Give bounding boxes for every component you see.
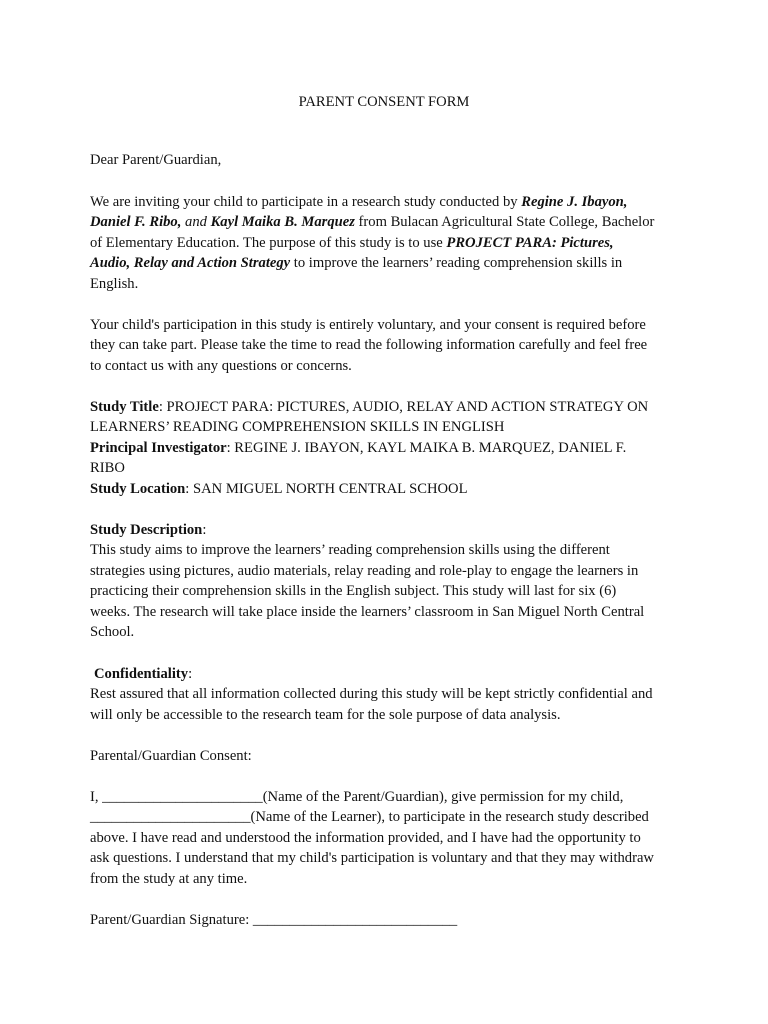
intro-line: English. — [90, 275, 139, 292]
study-location-line — [90, 479, 690, 499]
intro-line — [90, 233, 690, 253]
consent-line: ______________________(Name of the Learner), to participate in the research study described — [90, 809, 649, 826]
confidentiality-line: Rest assured that all information collected during this study will be kept strictly confidential and — [90, 686, 653, 703]
intro-line — [90, 253, 690, 273]
researcher-name: Regine J. Ibayon, — [521, 194, 628, 210]
consent-line: above. I have read and understood the information provided, and I have had the opportunity to — [90, 829, 641, 846]
description-line: strategies using pictures, audio materials, relay reading and role-play to engage the learners in — [90, 562, 639, 579]
heading-colon: : — [188, 666, 193, 682]
voluntary-paragraph — [90, 315, 690, 376]
consent-statement — [90, 787, 690, 889]
study-description — [90, 520, 690, 642]
description-line: practicing their comprehension skills in the English subject. This study will last for six (6) — [90, 583, 617, 600]
study-location-label: Study Location — [90, 480, 186, 497]
study-info — [90, 397, 690, 499]
intro-text: and — [181, 214, 211, 231]
consent-heading-block — [90, 746, 690, 766]
study-description-heading — [90, 520, 690, 540]
study-title-value: : PROJECT PARA: PICTURES, AUDIO, RELAY AND ACTION STRATEGY ON — [158, 399, 649, 415]
consent-line: ask questions. I understand that my child's participation is voluntary and that they may withdraw — [90, 850, 654, 867]
study-location-value: : SAN MIGUEL NORTH CENTRAL SCHOOL — [185, 480, 468, 497]
principal-investigator-line — [90, 438, 690, 458]
intro-text: of Elementary Education. The purpose of this study is to use — [90, 234, 447, 251]
principal-investigator-value: : REGINE J. IBAYON, KAYL MAIKA B. MARQUEZ, DANIEL F. — [226, 439, 627, 456]
confidentiality-line: will only be accessible to the research team for the sole purpose of data analysis. — [90, 706, 561, 723]
intro-text: We are inviting your child to participate in a research study conducted by — [90, 194, 522, 210]
intro-text: from Bulacan Agricultural State College, Bachelor — [354, 214, 655, 231]
description-line: This study aims to improve the learners’ reading comprehension skills using the different — [90, 542, 610, 559]
study-title-label: Study Title — [90, 399, 159, 415]
confidentiality-label: Confidentiality — [94, 666, 189, 682]
signature-line: Parent/Guardian Signature: ____________________________ — [90, 912, 458, 928]
intro-line — [90, 212, 690, 232]
salutation-text: Dear Parent/Guardian, — [90, 152, 222, 168]
description-line: weeks. The research will take place inside the learners’ classroom in San Miguel North Central — [90, 603, 645, 620]
voluntary-line: they can take part. Please take the time to read the following information carefully and feel free — [90, 337, 648, 354]
salutation — [90, 150, 690, 170]
consent-heading: Parental/Guardian Consent: — [90, 748, 252, 764]
project-name: PROJECT PARA: Pictures, — [446, 234, 614, 251]
heading-colon: : — [202, 522, 207, 538]
document-title: PARENT CONSENT FORM — [298, 94, 470, 110]
intro-line — [90, 192, 690, 212]
confidentiality-heading — [90, 664, 690, 684]
voluntary-line: Your child's participation in this study is entirely voluntary, and your consent is required before — [90, 317, 646, 333]
voluntary-line: to contact us with any questions or concerns. — [90, 357, 352, 374]
principal-investigator-label: Principal Investigator — [90, 439, 227, 456]
study-title-line: LEARNERS’ READING COMPREHENSION SKILLS IN ENGLISH — [90, 419, 505, 436]
principal-investigator-line: RIBO — [90, 460, 125, 477]
study-description-label: Study Description — [90, 522, 203, 538]
signature-block — [90, 910, 690, 930]
project-name: Audio, Relay and Action Strategy — [90, 255, 291, 272]
consent-line: from the study at any time. — [90, 870, 248, 887]
intro-paragraph — [90, 192, 690, 294]
study-title-line — [90, 397, 690, 417]
description-line: School. — [90, 623, 135, 640]
intro-text: to improve the learners’ reading comprehension skills in — [290, 255, 623, 272]
consent-line: I, ______________________(Name of the Parent/Guardian), give permission for my child, — [90, 789, 624, 805]
researcher-name: Daniel F. Ribo, — [90, 214, 182, 231]
researcher-name: Kayl Maika B. Marquez — [210, 214, 355, 231]
confidentiality-section — [90, 664, 690, 725]
